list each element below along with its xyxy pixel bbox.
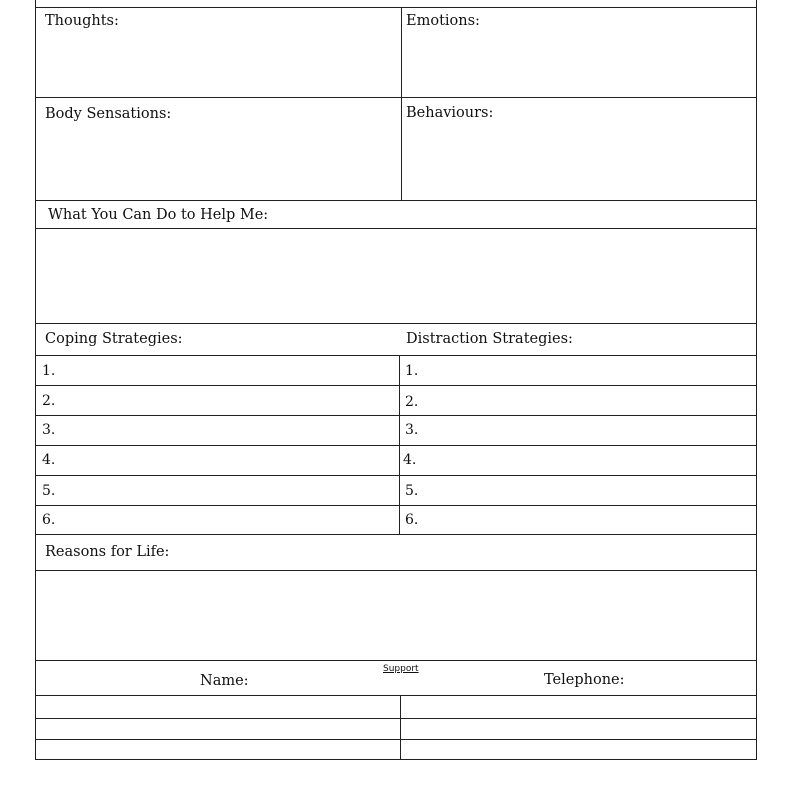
coping-item-number: 6. [42,512,56,528]
row-divider [35,323,757,324]
row-divider [35,200,757,201]
distraction-item-number: 6. [405,512,419,528]
coping-strategies-label: Coping Strategies: [45,331,183,347]
row-divider [35,660,757,661]
coping-item-number: 2. [42,393,56,409]
support-heading: Support [383,664,419,674]
coping-item-number: 5. [42,483,56,499]
reasons-for-life-label: Reasons for Life: [45,544,170,560]
distraction-item-number: 4. [403,452,417,468]
support-telephone-label: Telephone: [544,672,625,688]
reasons-for-life-field[interactable] [36,571,756,660]
distraction-item-number: 3. [405,422,419,438]
row-divider [35,355,757,356]
thoughts-label: Thoughts: [45,13,119,29]
distraction-item-number: 1. [405,363,419,379]
row-divider [35,718,757,719]
support-name-label: Name: [200,673,249,689]
help-me-field[interactable] [36,229,756,323]
behaviours-label: Behaviours: [406,105,494,121]
column-divider [399,355,400,534]
row-divider [35,445,757,446]
row-divider [35,759,757,760]
distraction-item-number: 5. [405,483,419,499]
column-divider [400,695,401,759]
coping-item-number: 4. [42,452,56,468]
distraction-strategies-label: Distraction Strategies: [406,331,573,347]
row-divider [35,695,757,696]
coping-item-number: 1. [42,363,56,379]
body-sensations-label: Body Sensations: [45,106,172,122]
row-divider [35,475,757,476]
row-divider [35,385,757,386]
row-divider [35,505,757,506]
frame-right-border [756,0,757,760]
emotions-label: Emotions: [406,13,480,29]
row-divider [35,739,757,740]
row-divider [35,415,757,416]
row-divider [35,534,757,535]
distraction-item-number: 2. [405,394,419,410]
coping-item-number: 3. [42,422,56,438]
help-me-label: What You Can Do to Help Me: [48,207,269,223]
